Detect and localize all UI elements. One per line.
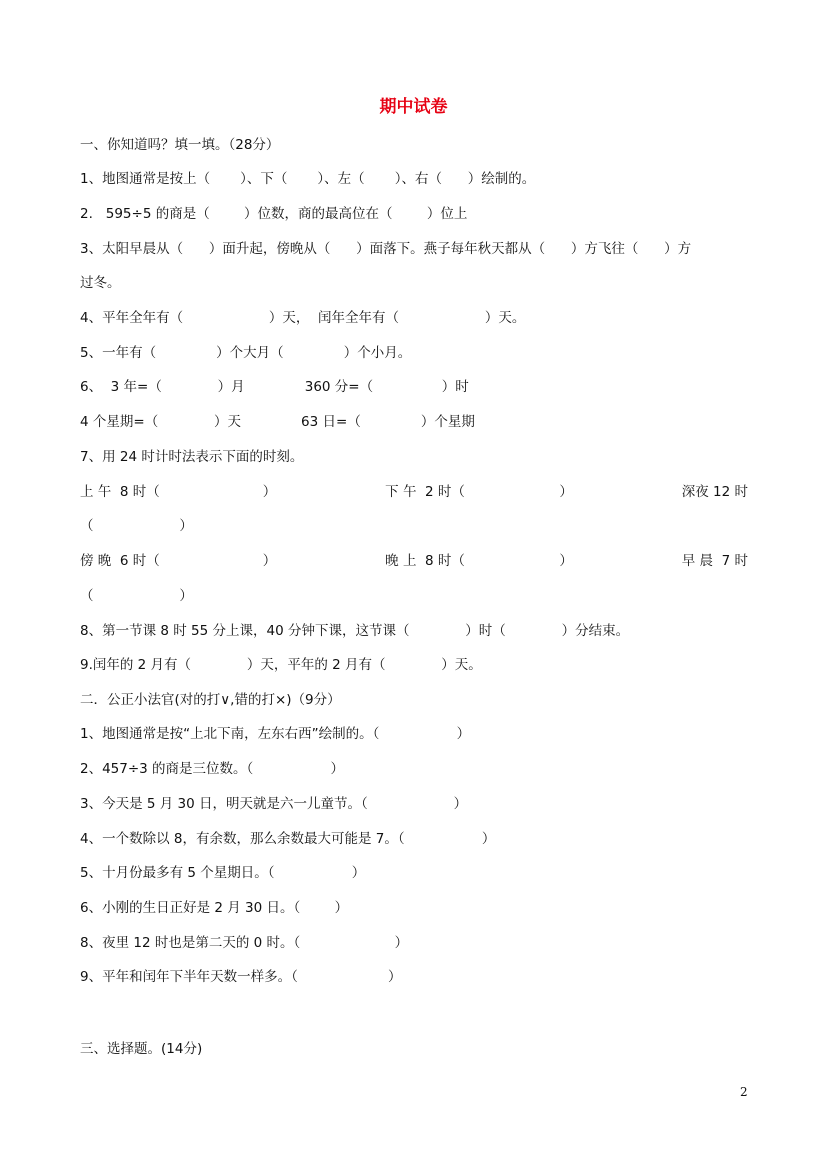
judge-4: 4、一个数除以 8，有余数，那么余数最大可能是 7。（ ） xyxy=(80,831,496,847)
judge-5: 5、十月份最多有 5 个星期日。（ ） xyxy=(80,865,366,881)
judge-2: 2、457÷3 的商是三位数。（ ） xyxy=(80,761,345,777)
time-item: 上 午 8 时（ ） xyxy=(80,484,277,500)
question-7-row2-continued: （ ） xyxy=(80,588,193,604)
time-item: 晚 上 8 时（ ） xyxy=(385,553,573,569)
time-item: 深夜 12 时 xyxy=(681,484,748,500)
judge-6: 6、小刚的生日正好是 2 月 30 日。（ ） xyxy=(80,900,349,916)
question-6-line2: 4 个星期=（ ）天 63 日=（ ）个星期 xyxy=(80,414,475,430)
question-2: 2. 595÷5 的商是（ ）位数，商的最高位在（ ）位上 xyxy=(80,206,468,222)
judge-3: 3、今天是 5 月 30 日，明天就是六一儿童节。（ ） xyxy=(80,796,468,812)
section1-heading: 一、你知道吗？填一填。（28分） xyxy=(80,137,280,153)
question-1: 1、地图通常是按上（ ）、下（ ）、左（ ）、右（ ）绘制的。 xyxy=(80,171,536,187)
page-number: 2 xyxy=(740,1085,748,1099)
question-5: 5、一年有（ ）个大月（ ）个小月。 xyxy=(80,345,412,361)
question-9: 9.闰年的 2 月有（ ）天，平年的 2 月有（ ）天。 xyxy=(80,657,482,673)
question-4: 4、平年全年有（ ）天， 闰年全年有（ ）天。 xyxy=(80,310,526,326)
exam-title: 期中试卷 xyxy=(379,97,448,117)
time-item: 傍 晚 6 时（ ） xyxy=(80,553,277,569)
section3-heading: 三、选择题。(14分) xyxy=(80,1041,203,1057)
question-7-row1-continued: （ ） xyxy=(80,518,193,534)
question-6: 6、 3 年=（ ）月 360 分=（ ）时 xyxy=(80,379,469,395)
question-3: 3、太阳早晨从（ ）面升起，傍晚从（ ）面落下。燕子每年秋天都从（ ）方飞往（ ）方 xyxy=(80,241,692,257)
question-8: 8、第一节课 8 时 55 分上课，40 分钟下课，这节课（ ）时（ ）分结束。 xyxy=(80,623,630,639)
time-item: 下 午 2 时（ ） xyxy=(385,484,573,500)
judge-1: 1、地图通常是按“上北下南，左东右西”绘制的。（ ） xyxy=(80,726,471,742)
time-item: 早 晨 7 时 xyxy=(681,553,748,569)
question-7-row2 xyxy=(80,552,748,570)
section2-heading: 二．公正小法官(对的打∨,错的打×)（9分） xyxy=(80,692,341,708)
question-7-row1 xyxy=(80,483,748,501)
question-3-continued: 过冬。 xyxy=(80,275,121,291)
judge-9: 9、平年和闰年下半年天数一样多。（ ） xyxy=(80,969,402,985)
judge-8: 8、夜里 12 时也是第二天的 0 时。（ ） xyxy=(80,935,409,951)
question-7: 7、用 24 时计时法表示下面的时刻。 xyxy=(80,449,304,465)
